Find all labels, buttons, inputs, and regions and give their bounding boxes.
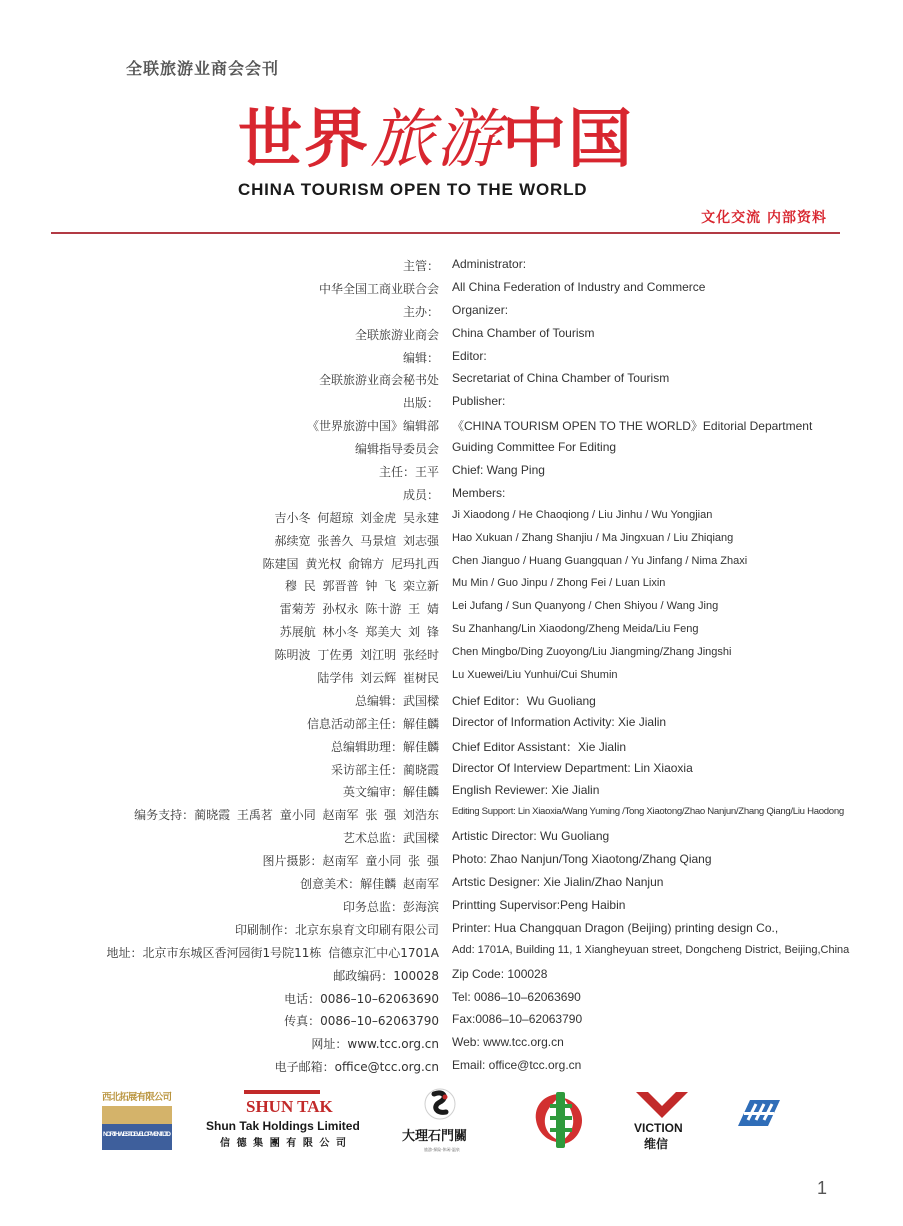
colophon-en: Web: www.tcc.org.cn xyxy=(452,1035,564,1050)
colophon-cn: 信息活动部主任：解佳麟 xyxy=(306,716,439,731)
colophon-row xyxy=(0,277,903,300)
masthead-cn-part-2: 旅游 xyxy=(370,103,502,177)
colophon-en: Tel: 0086–10–62063690 xyxy=(452,989,581,1004)
colophon-en: English Reviewer: Xie Jialin xyxy=(452,783,600,798)
colophon-row xyxy=(0,918,903,941)
colophon-row xyxy=(0,666,903,689)
colophon-row xyxy=(0,368,903,391)
colophon-en: Editing Support: Lin Xiaoxia/Wang Yuming /Tong Xiaotong/Zhao Nanjun/Zhang Qiang/Liu Haodong xyxy=(452,806,844,818)
colophon-en: All China Federation of Industry and Commerce xyxy=(452,279,706,294)
colophon-row xyxy=(0,987,903,1010)
colophon-en: Hao Xukuan / Zhang Shanjiu / Ma Jingxuan / Liu Zhiqiang xyxy=(452,531,734,544)
viction-en-text: VICTION xyxy=(634,1121,683,1135)
colophon-row xyxy=(0,735,903,758)
colophon-cn: 编辑： xyxy=(402,350,439,365)
colophon-en: Artistic Director: Wu Guoliang xyxy=(452,829,610,844)
colophon-en: Ji Xiaodong / He Chaoqiong / Liu Jinhu / Wu Yongjian xyxy=(452,508,713,521)
colophon-en: Administrator: xyxy=(452,257,527,271)
colophon-en: Add: 1701A, Building 11, 1 Xiangheyuan street, Dongcheng District, Beijing,China xyxy=(452,943,850,956)
colophon-cn: 雷菊芳 孙权永 陈十游 王 婧 xyxy=(279,602,439,617)
colophon-cn: 网址：www.tcc.org.cn xyxy=(311,1037,439,1052)
divider-rule xyxy=(51,232,840,234)
masthead-cn-part-1: 世界 xyxy=(238,103,370,177)
colophon-row xyxy=(0,712,903,735)
shuntak-cn-text: 信德集團有限公司 xyxy=(220,1138,346,1149)
colophon-cn: 陈明波 丁佐勇 刘江明 张经时 xyxy=(274,648,439,663)
colophon-row xyxy=(0,689,903,712)
colophon-cn: 主任：王平 xyxy=(378,465,439,480)
sponsor-logos xyxy=(100,1088,800,1158)
colophon-row xyxy=(0,803,903,826)
colophon-cn: 总编辑助理：解佳麟 xyxy=(330,739,439,754)
colophon-en: Chief Editor：Wu Guoliang xyxy=(452,693,596,708)
colophon-row xyxy=(0,506,903,529)
colophon-cn: 成员： xyxy=(402,487,439,502)
colophon-en: Fax:0086–10–62063790 xyxy=(452,1012,583,1027)
colophon-en: China Chamber of Tourism xyxy=(452,325,595,340)
masthead xyxy=(238,104,658,200)
colophon-cn: 郝续宽 张善久 马景煊 刘志强 xyxy=(274,533,439,548)
colophon-row xyxy=(0,574,903,597)
colophon-cn: 主办： xyxy=(402,304,439,319)
colophon-row xyxy=(0,1032,903,1055)
colophon-row xyxy=(0,483,903,506)
colophon-row xyxy=(0,1009,903,1032)
colophon-en: Su Zhanhang/Lin Xiaodong/Zheng Meida/Liu Feng xyxy=(452,623,699,636)
colophon-cn: 主管： xyxy=(402,259,439,273)
colophon-cn: 传真：0086–10–62063790 xyxy=(284,1014,439,1029)
colophon-en: Lu Xuewei/Liu Yunhui/Cui Shumin xyxy=(452,669,618,682)
colophon-cn: 中华全国工商业联合会 xyxy=(318,281,439,296)
colophon-cn: 电话：0086–10–62063690 xyxy=(284,991,439,1006)
colophon-en: Publisher: xyxy=(452,394,506,409)
masthead-english-title: CHINA TOURISM OPEN TO THE WORLD xyxy=(238,180,588,199)
colophon-en: Zip Code: 100028 xyxy=(452,966,548,981)
colophon-cn: 创意美术：解佳麟 赵南军 xyxy=(300,877,439,892)
colophon-cn: 英文编审：解佳麟 xyxy=(342,785,439,800)
colophon-en: Guiding Committee For Editing xyxy=(452,440,617,455)
colophon-cn: 电子邮箱：office@tcc.org.cn xyxy=(274,1060,439,1075)
colophon-row xyxy=(0,529,903,552)
colophon-en: Printting Supervisor:Peng Haibin xyxy=(452,897,626,912)
colophon-cn: 陈建国 黄光权 俞锦方 尼玛扎西 xyxy=(262,556,439,571)
colophon-en: Director of Information Activity: Xie Jialin xyxy=(452,714,667,729)
blue-mark-logo xyxy=(734,1088,784,1142)
colophon-row xyxy=(0,414,903,437)
colophon-en: Printer: Hua Changquan Dragon (Beijing) printing design Co., xyxy=(452,920,779,935)
colophon-en: Email: office@tcc.org.cn xyxy=(452,1058,582,1073)
colophon-en: Secretariat of China Chamber of Tourism xyxy=(452,371,670,386)
colophon-en: Photo: Zhao Nanjun/Tong Xiaotong/Zhang Qiang xyxy=(452,852,712,867)
colophon-en: Chief Editor Assistant：Xie Jialin xyxy=(452,739,627,754)
colophon-cn: 全联旅游业商会 xyxy=(354,327,439,342)
viction-logo xyxy=(632,1088,702,1154)
colophon-row xyxy=(0,964,903,987)
colophon-cn: 印务总监：彭海滨 xyxy=(342,899,439,914)
colophon-cn: 出版： xyxy=(402,396,439,411)
colophon-en: Lei Jufang / Sun Quanyong / Chen Shiyou / Wang Jing xyxy=(452,600,719,613)
colophon-row xyxy=(0,254,903,277)
masthead-chinese-title xyxy=(238,104,658,176)
colophon-cn: 地址：北京市东城区香河园街1号院11栋 信德京汇中心1701A xyxy=(106,945,439,960)
colophon-cn: 吉小冬 何超琼 刘金虎 吴永建 xyxy=(274,510,439,525)
tagline: 文化交流 内部资料 xyxy=(701,210,827,226)
dali-cn-text: 大理石門關 xyxy=(402,1129,468,1144)
colophon-row xyxy=(0,895,903,918)
colophon-cn: 印刷制作：北京东泉育文印刷有限公司 xyxy=(234,922,439,937)
masthead-cn-part-3: 中国 xyxy=(502,103,634,177)
colophon-cn: 陆学伟 刘云辉 崔树民 xyxy=(317,671,439,686)
dali-sub-text: 旅游·探险·休闲·温泉 xyxy=(424,1147,460,1152)
colophon-row xyxy=(0,643,903,666)
colophon-cn: 编务支持：蔺晓霞 王禹茗 童小同 赵南军 张 强 刘浩东 xyxy=(134,808,439,823)
page-number: 1 xyxy=(816,1178,827,1198)
colophon-cn: 艺术总监：武国樑 xyxy=(342,831,439,846)
shuntak-brand-text: SHUN TAK xyxy=(246,1097,333,1116)
colophon-en: Chief: Wang Ping xyxy=(452,463,545,478)
colophon-cn: 总编辑：武国樑 xyxy=(354,693,439,708)
northwest-en-text: NORTH WEST DEVELOPMENT LTD xyxy=(103,1131,171,1138)
colophon-row xyxy=(0,872,903,895)
colophon-en: Members: xyxy=(452,485,506,500)
colophon-en: Chen Jianguo / Huang Guangquan / Yu Jinfang / Nima Zhaxi xyxy=(452,554,748,567)
colophon-row xyxy=(0,780,903,803)
colophon-en: Organizer: xyxy=(452,302,509,317)
colophon-row xyxy=(0,941,903,964)
colophon-row xyxy=(0,1055,903,1078)
viction-cn-text: 维信 xyxy=(644,1137,669,1150)
colophon-cn: 苏展航 林小冬 郑美大 刘 锋 xyxy=(279,625,439,640)
colophon-row xyxy=(0,460,903,483)
colophon-row xyxy=(0,437,903,460)
colophon-row xyxy=(0,346,903,369)
colophon-row xyxy=(0,758,903,781)
colophon-row xyxy=(0,300,903,323)
colophon-cn: 《世界旅游中国》编辑部 xyxy=(306,419,439,434)
dali-stone-gate-logo xyxy=(398,1088,478,1158)
colophon-row xyxy=(0,597,903,620)
colophon-en: Chen Mingbo/Ding Zuoyong/Liu Jiangming/Zhang Jingshi xyxy=(452,646,732,659)
colophon-row xyxy=(0,826,903,849)
colophon-cn: 采访部主任：蔺晓霞 xyxy=(330,762,439,777)
colophon-row xyxy=(0,323,903,346)
colophon-en: Editor: xyxy=(452,348,487,363)
colophon-row xyxy=(0,391,903,414)
colophon-row xyxy=(0,620,903,643)
colophon-en: Director Of Interview Department: Lin Xiaoxia xyxy=(452,760,693,775)
colophon-cn: 穆 民 郭晋普 钟 飞 栾立新 xyxy=(284,579,439,594)
colophon-cn: 图片摄影：赵南军 童小同 张 强 xyxy=(262,854,439,869)
northwest-development-logo xyxy=(102,1088,174,1158)
colophon-en: Mu Min / Guo Jinpu / Zhong Fei / Luan Lixin xyxy=(452,577,666,590)
northwest-cn-text: 西北拓展有限公司 xyxy=(102,1092,172,1103)
colophon-row xyxy=(0,849,903,872)
colophon-en: Artstic Designer: Xie Jialin/Zhao Nanjun xyxy=(452,875,664,890)
colophon-row xyxy=(0,552,903,575)
shun-tak-logo xyxy=(204,1088,364,1154)
emblem-logo xyxy=(530,1088,590,1154)
publication-name: 全联旅游业商会会刊 xyxy=(126,59,280,78)
colophon-cn: 邮政编码：100028 xyxy=(333,968,439,983)
colophon-cn: 全联旅游业商会秘书处 xyxy=(318,373,439,388)
colophon-cn: 编辑指导委员会 xyxy=(354,442,439,457)
colophon xyxy=(0,254,903,1078)
colophon-en: 《CHINA TOURISM OPEN TO THE WORLD》Editorial Department xyxy=(452,419,813,434)
shuntak-en-text: Shun Tak Holdings Limited xyxy=(206,1119,360,1133)
